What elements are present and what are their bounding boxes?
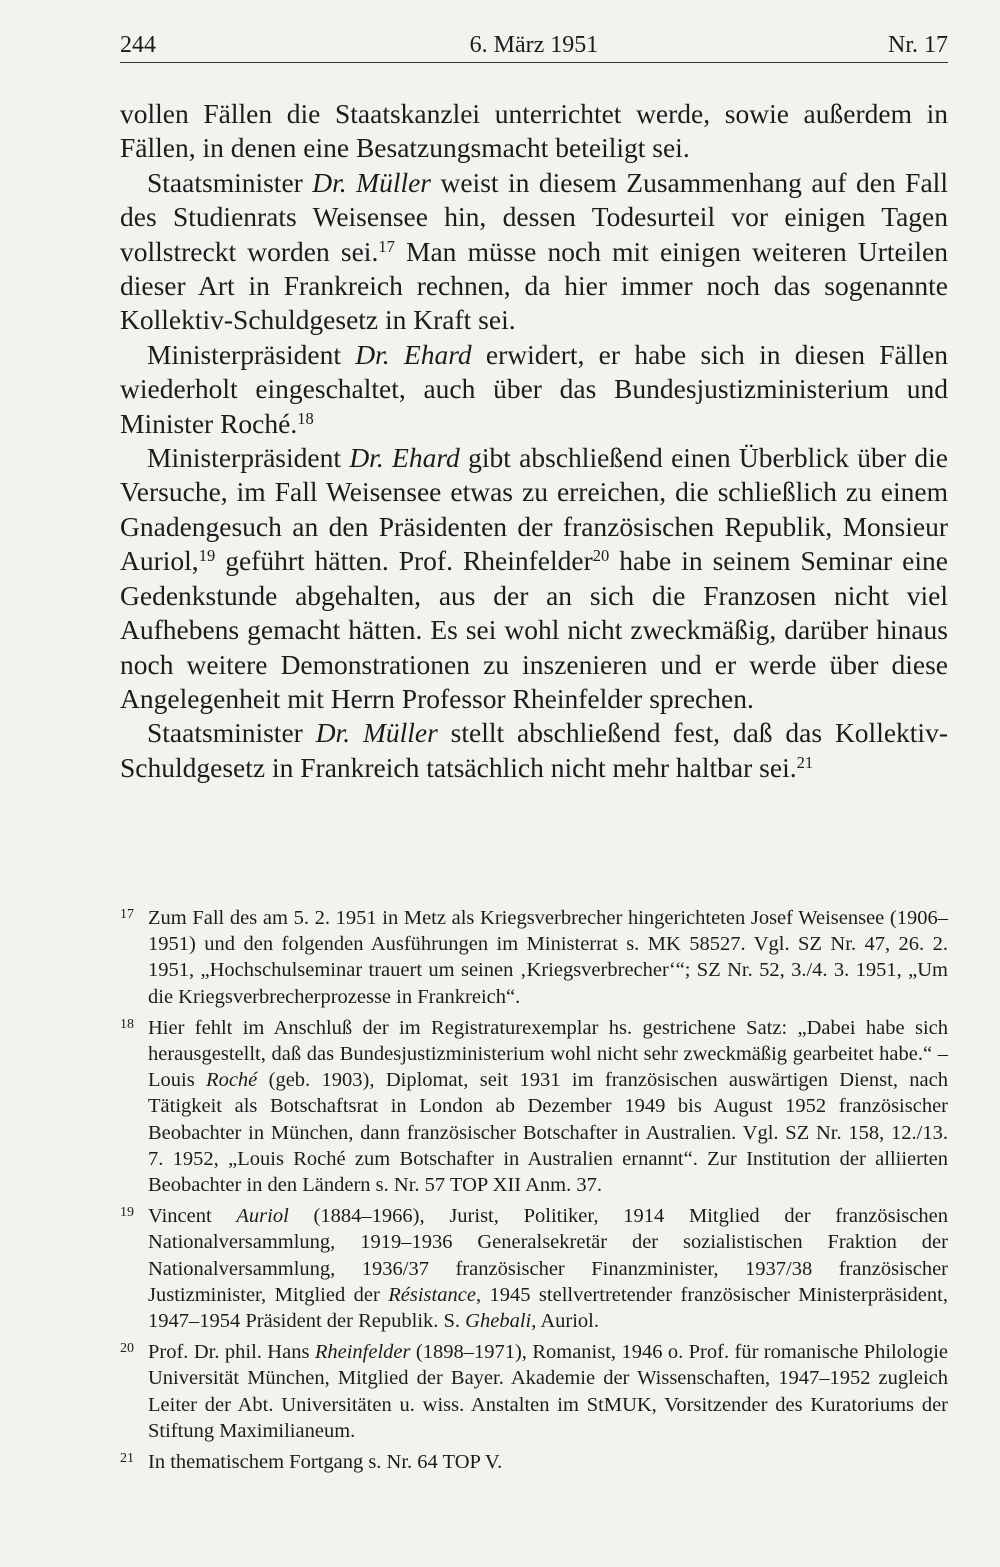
footnotes [120,905,948,1480]
paragraph-2: Staatsminister Dr. Müller weist in diesem Zusammenhang auf den Fall des Studienrats Weisensee hin, dessen Todesurteil vor einigen Tagen vollstreckt worden sei.$^{17}$ Man müsse noch mit einigen weiteren Urteilen dieser Art in Frankreich rechnen, da hier immer noch das sogenannte Kollektiv-Schuldgesetz in Kraft sei. [120,166,948,336]
reference-author: Ghebali [465,1310,532,1333]
footnote-number: 19 [120,1205,134,1221]
footnote-number: 17 [120,907,134,922]
person-name: Roché [206,1069,258,1092]
person-name: Dr. Müller [312,166,432,198]
person-name: Dr. Ehard [349,442,460,474]
footnote-ref[interactable]: 18 [297,408,314,428]
footnote-ref[interactable]: 19 [198,546,216,566]
footnote: 20 Prof. Dr. phil. Hans Rheinfelder (1898–1971), Romanist, 1946 o. Prof. für romanische Philologie Universität München, Mitglied der Bayer. Akademie der Wissenschaften, 1947–1952 zugleich Leiter der Abt. Universitäten u. wiss. Anstalten im StMUK, Vorsitzender des Kuratoriums der Stiftung Maximilianeum. [120,1339,948,1444]
footnote-ref[interactable]: 20 [592,546,610,566]
footnote-ref[interactable]: 17 [378,236,395,256]
footnote-number: 18 [120,1016,134,1032]
main-text [120,97,948,785]
page-number: 244 [120,32,156,58]
paragraph-5: Staatsminister Dr. Müller stellt abschließend fest, daß das Kollektiv-Schuldgesetz in Frankreich tatsächlich nicht mehr haltbar sei.$^{21}$ [120,717,948,783]
italic-term: Résistance [388,1283,476,1306]
person-name: Rheinfelder [314,1341,411,1364]
person-name: Auriol [236,1205,289,1228]
paragraph-1: vollen Fällen die Staatskanzlei unterrichtet werde, sowie außerdem in Fällen, in denen eine Besatzungsmacht beteiligt sei. [120,98,948,164]
person-name: Dr. Müller [315,717,438,749]
paragraph-4: Ministerpräsident Dr. Ehard gibt abschließend einen Überblick über die Versuche, im Fall Weisensee etwas zu erreichen, die schließlich zu einem Gnadengesuch an den Präsidenten der französischen Republik, Monsieur Auriol,$^{19}$ geführt hätten. Prof. Rheinfelder$^{20}$ habe in seinem Seminar eine Gedenkstunde abgehalten, aus der an sich die Franzosen nicht viel Aufhebens gemacht hätten. Es sei wohl nicht zweckmäßig, darüber hinaus noch weitere Demonstrationen zu inszenieren und er werde über diese Angelegenheit mit Herrn Professor Rheinfelder sprechen. [120,442,948,714]
footnote-number: 20 [120,1341,134,1357]
document-number: Nr. 17 [888,32,948,58]
footnote: 17 Zum Fall des am 5. 2. 1951 in Metz als Kriegsverbrecher hingerichteten Josef Weisensee (1906–1951) und den folgenden Ausführungen im Ministerrat s. MK 58527. Vgl. SZ Nr. 47, 26. 2. 1951, „Hochschulseminar trauert um seinen ‚Kriegsverbrecher‘“; SZ Nr. 52, 3./4. 3. 1951, „Um die Kriegsverbrecherprozesse in Frankreich“. [120,905,948,1010]
footnote: 19 Vincent Auriol (1884–1966), Jurist, Politiker, 1914 Mitglied der französischen Nationalversammlung, 1919–1936 Generalsekretär der sozialistischen Fraktion der Nationalversammlung, 1936/37 französischer Finanzminister, 1937/38 französischer Justizminister, Mitglied der Résistance, 1945 stellvertretender französischer Ministerpräsident, 1947–1954 Präsident der Republik. S. Ghebali, Auriol. [120,1203,948,1334]
header-date: 6. März 1951 [469,32,599,58]
footnote: 21 In thematischem Fortgang s. Nr. 64 TOP V. [120,1449,948,1475]
running-header [120,28,948,63]
person-name: Dr. Ehard [355,338,472,370]
page [120,28,948,785]
footnote-number: 21 [120,1451,134,1467]
footnote: 18 Hier fehlt im Anschluß der im Registraturexemplar hs. gestrichene Satz: „Dabei habe sich herausgestellt, daß das Bundesjustizministerium wohl nicht sehr zweckmäßig gearbeitet habe.“ – Louis Roché (geb. 1903), Diplomat, seit 1931 im französischen auswärtigen Dienst, nach Tätigkeit als Botschaftsrat in London ab Dezember 1949 bis August 1952 französischer Beobachter in München, dann französischer Botschafter in Australien. Vgl. SZ Nr. 158, 12./13. 7. 1952, „Louis Roché zum Botschafter in Australien ernannt“. Zur Institution der alliierten Beobachter in den Ländern s. Nr. 57 TOP XII Anm. 37. [120,1015,948,1198]
footnote-ref[interactable]: 21 [796,752,814,772]
paragraph-3: Ministerpräsident Dr. Ehard erwidert, er habe sich in diesen Fällen wiederholt eingeschaltet, auch über das Bundesjustizministerium und Minister Roché.$^{18}$ [120,338,948,439]
